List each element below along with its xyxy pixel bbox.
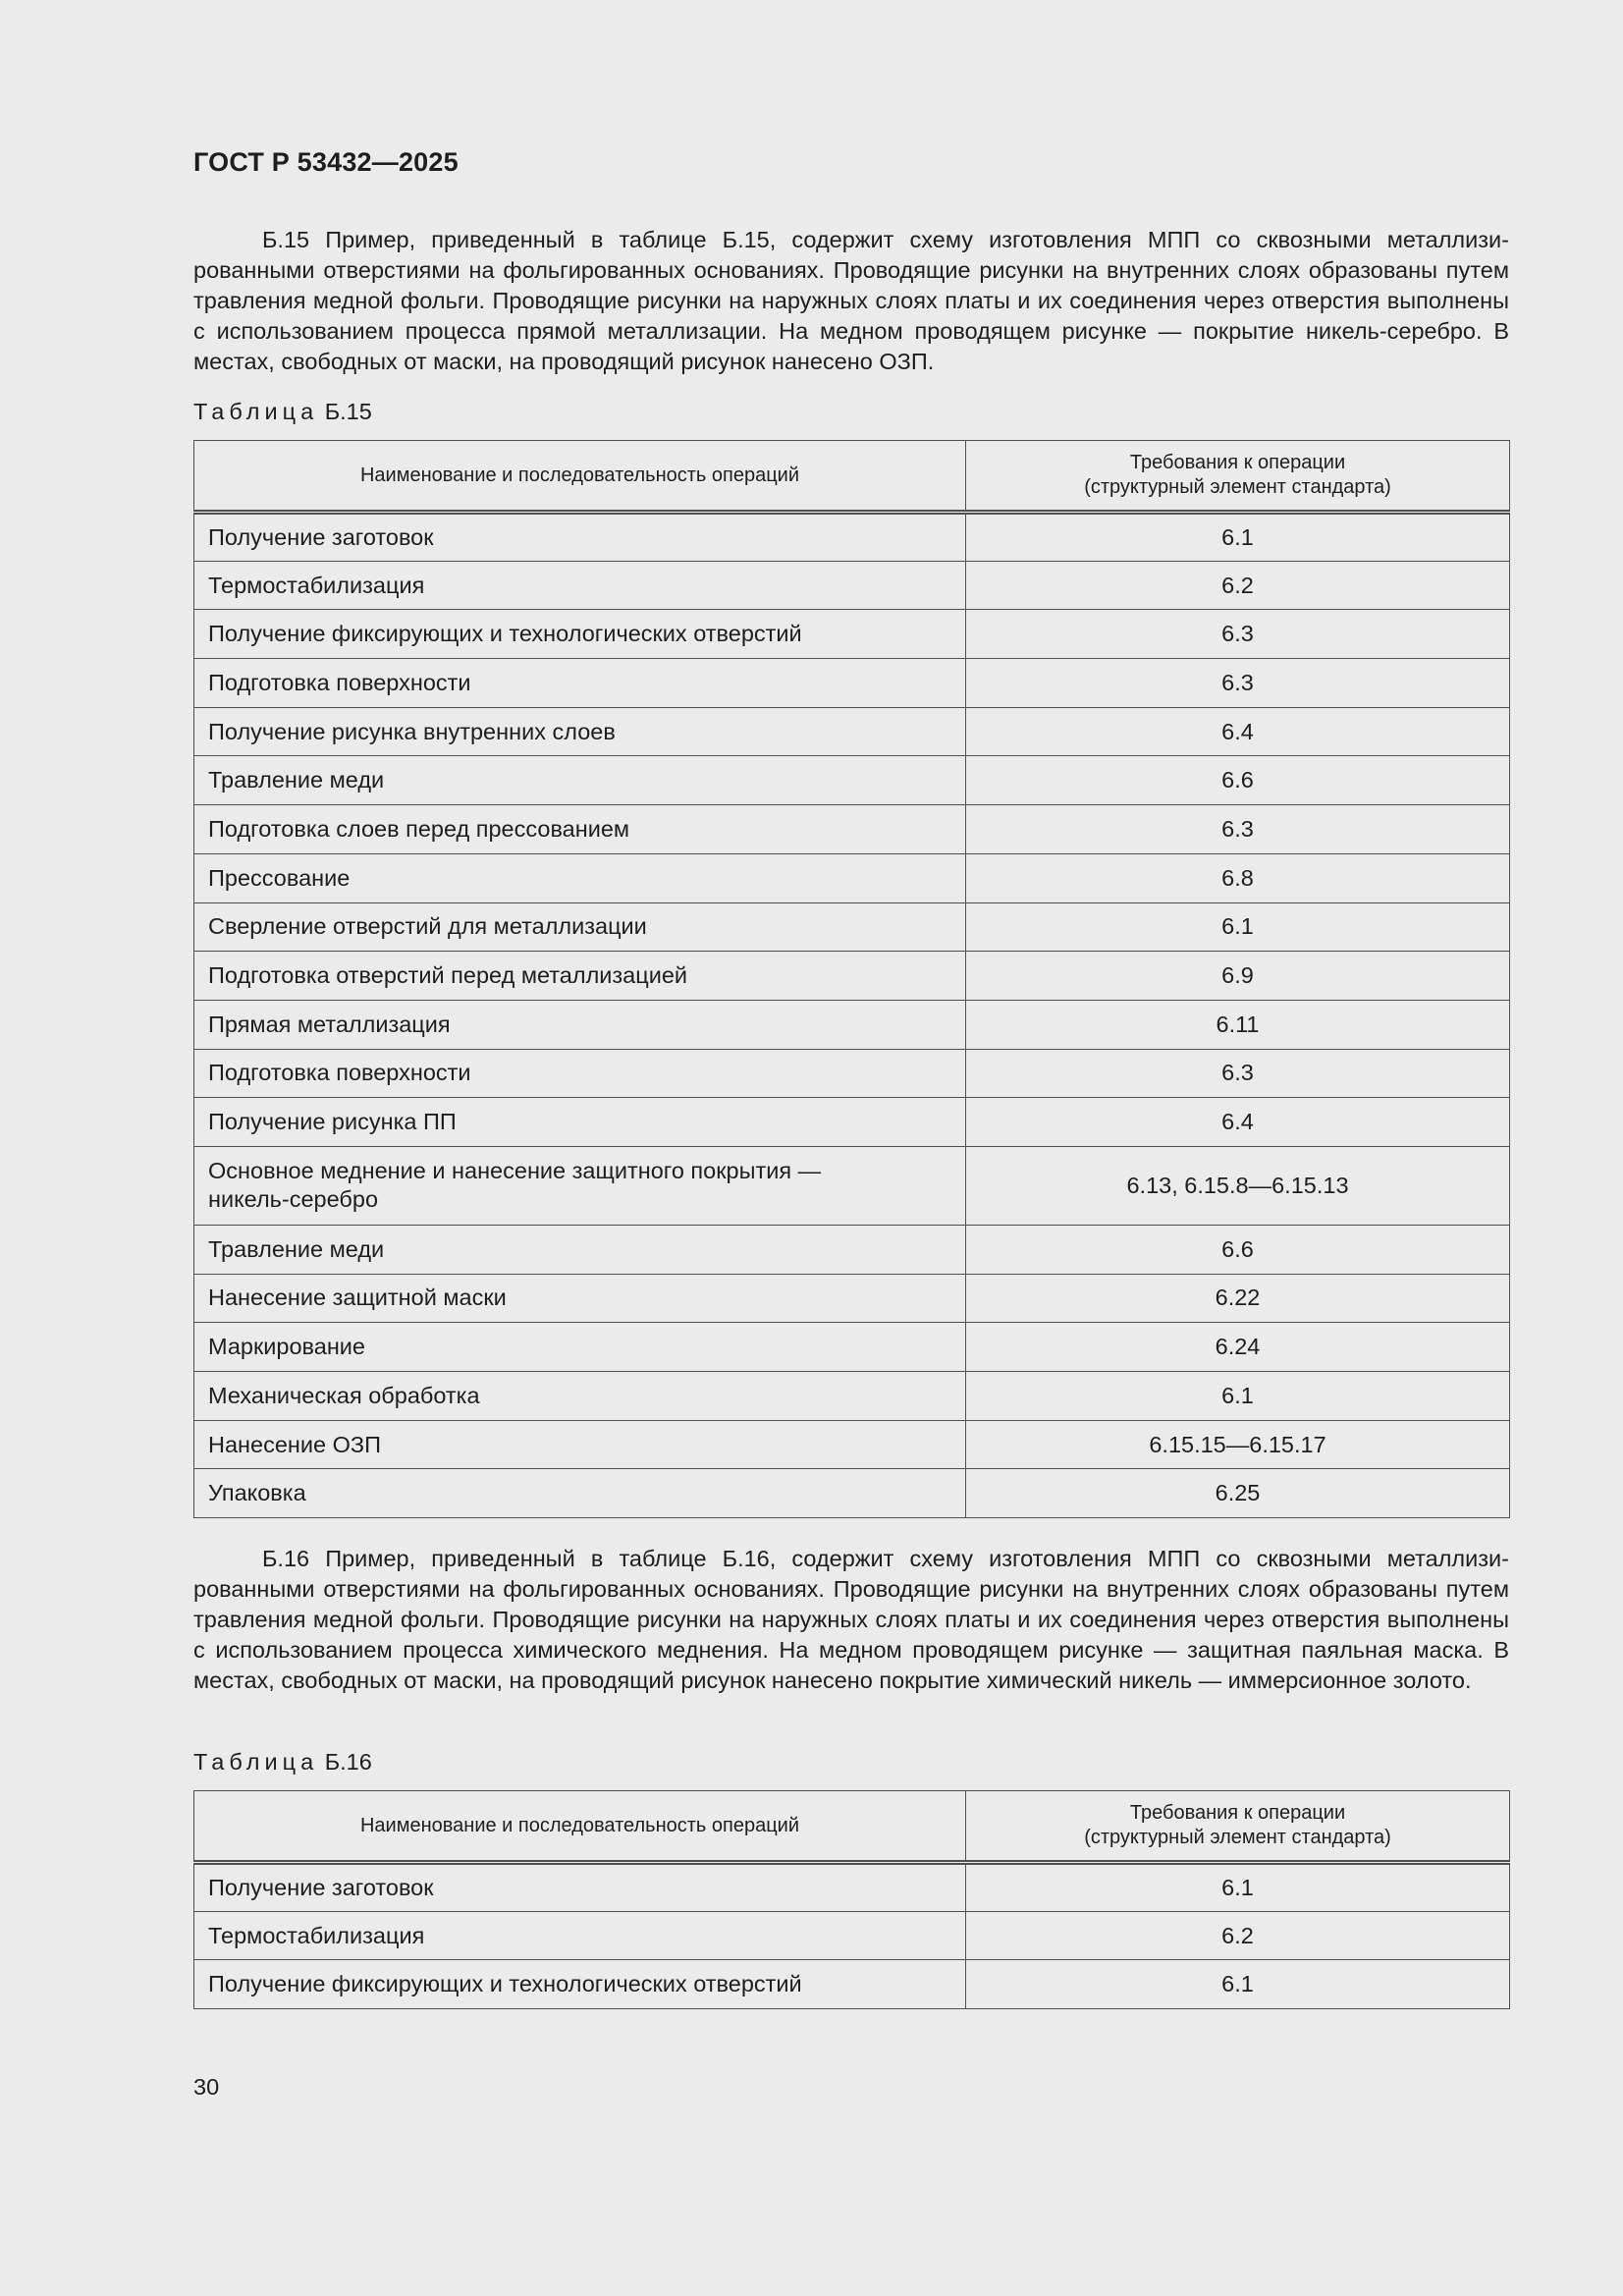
table-row bbox=[194, 805, 1510, 854]
table-row bbox=[194, 1863, 1510, 1912]
cell-requirement: 6.3 bbox=[966, 610, 1510, 659]
cell-operation: Прямая металлизация bbox=[194, 1000, 966, 1049]
table-row bbox=[194, 1420, 1510, 1469]
cell-requirement: 6.3 bbox=[966, 659, 1510, 708]
cell-requirement: 6.1 bbox=[966, 1372, 1510, 1421]
cell-operation: Получение заготовок bbox=[194, 1863, 966, 1912]
table-row bbox=[194, 1372, 1510, 1421]
cell-operation: Термостабилизация bbox=[194, 1911, 966, 1960]
cell-requirement: 6.3 bbox=[966, 805, 1510, 854]
cell-requirement: 6.8 bbox=[966, 853, 1510, 902]
cell-operation: Подготовка слоев перед прессованием bbox=[194, 805, 966, 854]
table-row bbox=[194, 1146, 1510, 1225]
table-row bbox=[194, 707, 1510, 756]
table-b16 bbox=[193, 1790, 1510, 2009]
table-row bbox=[194, 610, 1510, 659]
col-header-requirements-line2: (структурный элемент стандарта) bbox=[1084, 1827, 1391, 1848]
cell-operation: Травление меди bbox=[194, 1225, 966, 1274]
cell-operation: Нанесение ОЗП bbox=[194, 1420, 966, 1469]
cell-requirement: 6.24 bbox=[966, 1323, 1510, 1372]
table-header-row bbox=[194, 1791, 1510, 1863]
paragraph-b15: Б.15 Пример, приведенный в таблице Б.15, содержит схему изготовления МПП со сквозными металлизированными отверстиями на фольгированных основаниях. Проводящие рисунки на внутренних слоях образованы путем травления медной фольги. Проводящие рисунки на наружных слоях платы и их соединения через отверстия выполнены с использованием процесса прямой металлизации. На медном проводящем рисунке — покрытие никель-серебро. В местах, свободных от маски, на проводящий рисунок нанесено ОЗП. bbox=[193, 227, 1509, 374]
caption-id: Б.16 bbox=[324, 1749, 372, 1775]
table-row bbox=[194, 1911, 1510, 1960]
caption-id: Б.15 bbox=[324, 399, 372, 424]
col-header-requirements bbox=[966, 441, 1510, 513]
cell-operation: Сверление отверстий для металлизации bbox=[194, 902, 966, 952]
document-header: ГОСТ Р 53432—2025 bbox=[193, 147, 459, 177]
cell-operation: Прессование bbox=[194, 853, 966, 902]
table-row bbox=[194, 1274, 1510, 1323]
col-header-requirements-line2: (структурный элемент стандарта) bbox=[1084, 476, 1391, 498]
cell-operation: Механическая обработка bbox=[194, 1372, 966, 1421]
cell-operation: Получение рисунка внутренних слоев bbox=[194, 707, 966, 756]
cell-requirement: 6.2 bbox=[966, 1911, 1510, 1960]
table-row bbox=[194, 659, 1510, 708]
cell-requirement: 6.25 bbox=[966, 1469, 1510, 1518]
cell-operation-line2: никель-серебро bbox=[208, 1186, 379, 1213]
caption-word: Таблица bbox=[193, 1749, 319, 1775]
cell-requirement: 6.11 bbox=[966, 1000, 1510, 1049]
table-row bbox=[194, 513, 1510, 562]
cell-operation: Получение рисунка ПП bbox=[194, 1098, 966, 1147]
caption-word: Таблица bbox=[193, 399, 319, 424]
table-b15-caption bbox=[193, 399, 372, 425]
table-row bbox=[194, 1098, 1510, 1147]
cell-operation: Нанесение защитной маски bbox=[194, 1274, 966, 1323]
table-row bbox=[194, 1225, 1510, 1274]
cell-requirement: 6.22 bbox=[966, 1274, 1510, 1323]
cell-operation-line1: Основное меднение и нанесение защитного покрытия — bbox=[208, 1158, 822, 1184]
cell-operation: Упаковка bbox=[194, 1469, 966, 1518]
table-row bbox=[194, 1049, 1510, 1098]
cell-operation bbox=[194, 1146, 966, 1225]
table-row bbox=[194, 853, 1510, 902]
cell-operation: Маркирование bbox=[194, 1323, 966, 1372]
table-row bbox=[194, 1323, 1510, 1372]
cell-operation: Подготовка поверхности bbox=[194, 1049, 966, 1098]
cell-operation: Подготовка отверстий перед металлизацией bbox=[194, 952, 966, 1001]
col-header-requirements-line1: Требования к операции bbox=[1129, 452, 1346, 473]
col-header-operations: Наименование и последовательность операций bbox=[194, 1791, 966, 1863]
table-row bbox=[194, 1000, 1510, 1049]
cell-requirement: 6.3 bbox=[966, 1049, 1510, 1098]
table-row bbox=[194, 902, 1510, 952]
table-b15 bbox=[193, 440, 1510, 1518]
cell-operation: Получение фиксирующих и технологических отверстий bbox=[194, 1960, 966, 2009]
cell-requirement: 6.13, 6.15.8—6.15.13 bbox=[966, 1146, 1510, 1225]
table-b16-caption bbox=[193, 1749, 372, 1776]
cell-requirement: 6.6 bbox=[966, 1225, 1510, 1274]
cell-operation: Получение фиксирующих и технологических отверстий bbox=[194, 610, 966, 659]
table-row bbox=[194, 1469, 1510, 1518]
cell-operation: Травление меди bbox=[194, 756, 966, 805]
cell-requirement: 6.9 bbox=[966, 952, 1510, 1001]
cell-requirement: 6.4 bbox=[966, 1098, 1510, 1147]
table-row bbox=[194, 952, 1510, 1001]
cell-requirement: 6.15.15—6.15.17 bbox=[966, 1420, 1510, 1469]
page-number: 30 bbox=[193, 2074, 220, 2100]
paragraph-b16: Б.16 Пример, приведенный в таблице Б.16, содержит схему изготовления МПП со сквозными металлизированными отверстиями на фольгированных основаниях. Проводящие рисунки на внутренних слоях образованы путем травления медной фольги. Проводящие рисунки на наружных слоях платы и их соединения через отверстия выполнены с использованием процесса химического меднения. На медном проводящем рисунке — защитная паяльная маска. В местах, свободных от маски, на проводящий рисунок нанесено покрытие химический никель — иммерсионное золото. bbox=[193, 1546, 1509, 1693]
cell-requirement: 6.4 bbox=[966, 707, 1510, 756]
cell-requirement: 6.6 bbox=[966, 756, 1510, 805]
cell-requirement: 6.2 bbox=[966, 561, 1510, 610]
cell-operation: Получение заготовок bbox=[194, 513, 966, 562]
col-header-operations: Наименование и последовательность операций bbox=[194, 441, 966, 513]
table-row bbox=[194, 561, 1510, 610]
cell-requirement: 6.1 bbox=[966, 1863, 1510, 1912]
col-header-requirements-line1: Требования к операции bbox=[1129, 1802, 1346, 1824]
cell-requirement: 6.1 bbox=[966, 902, 1510, 952]
cell-requirement: 6.1 bbox=[966, 513, 1510, 562]
col-header-requirements bbox=[966, 1791, 1510, 1863]
table-header-row bbox=[194, 441, 1510, 513]
cell-operation: Подготовка поверхности bbox=[194, 659, 966, 708]
cell-requirement: 6.1 bbox=[966, 1960, 1510, 2009]
table-row bbox=[194, 1960, 1510, 2009]
cell-operation: Термостабилизация bbox=[194, 561, 966, 610]
table-row bbox=[194, 756, 1510, 805]
